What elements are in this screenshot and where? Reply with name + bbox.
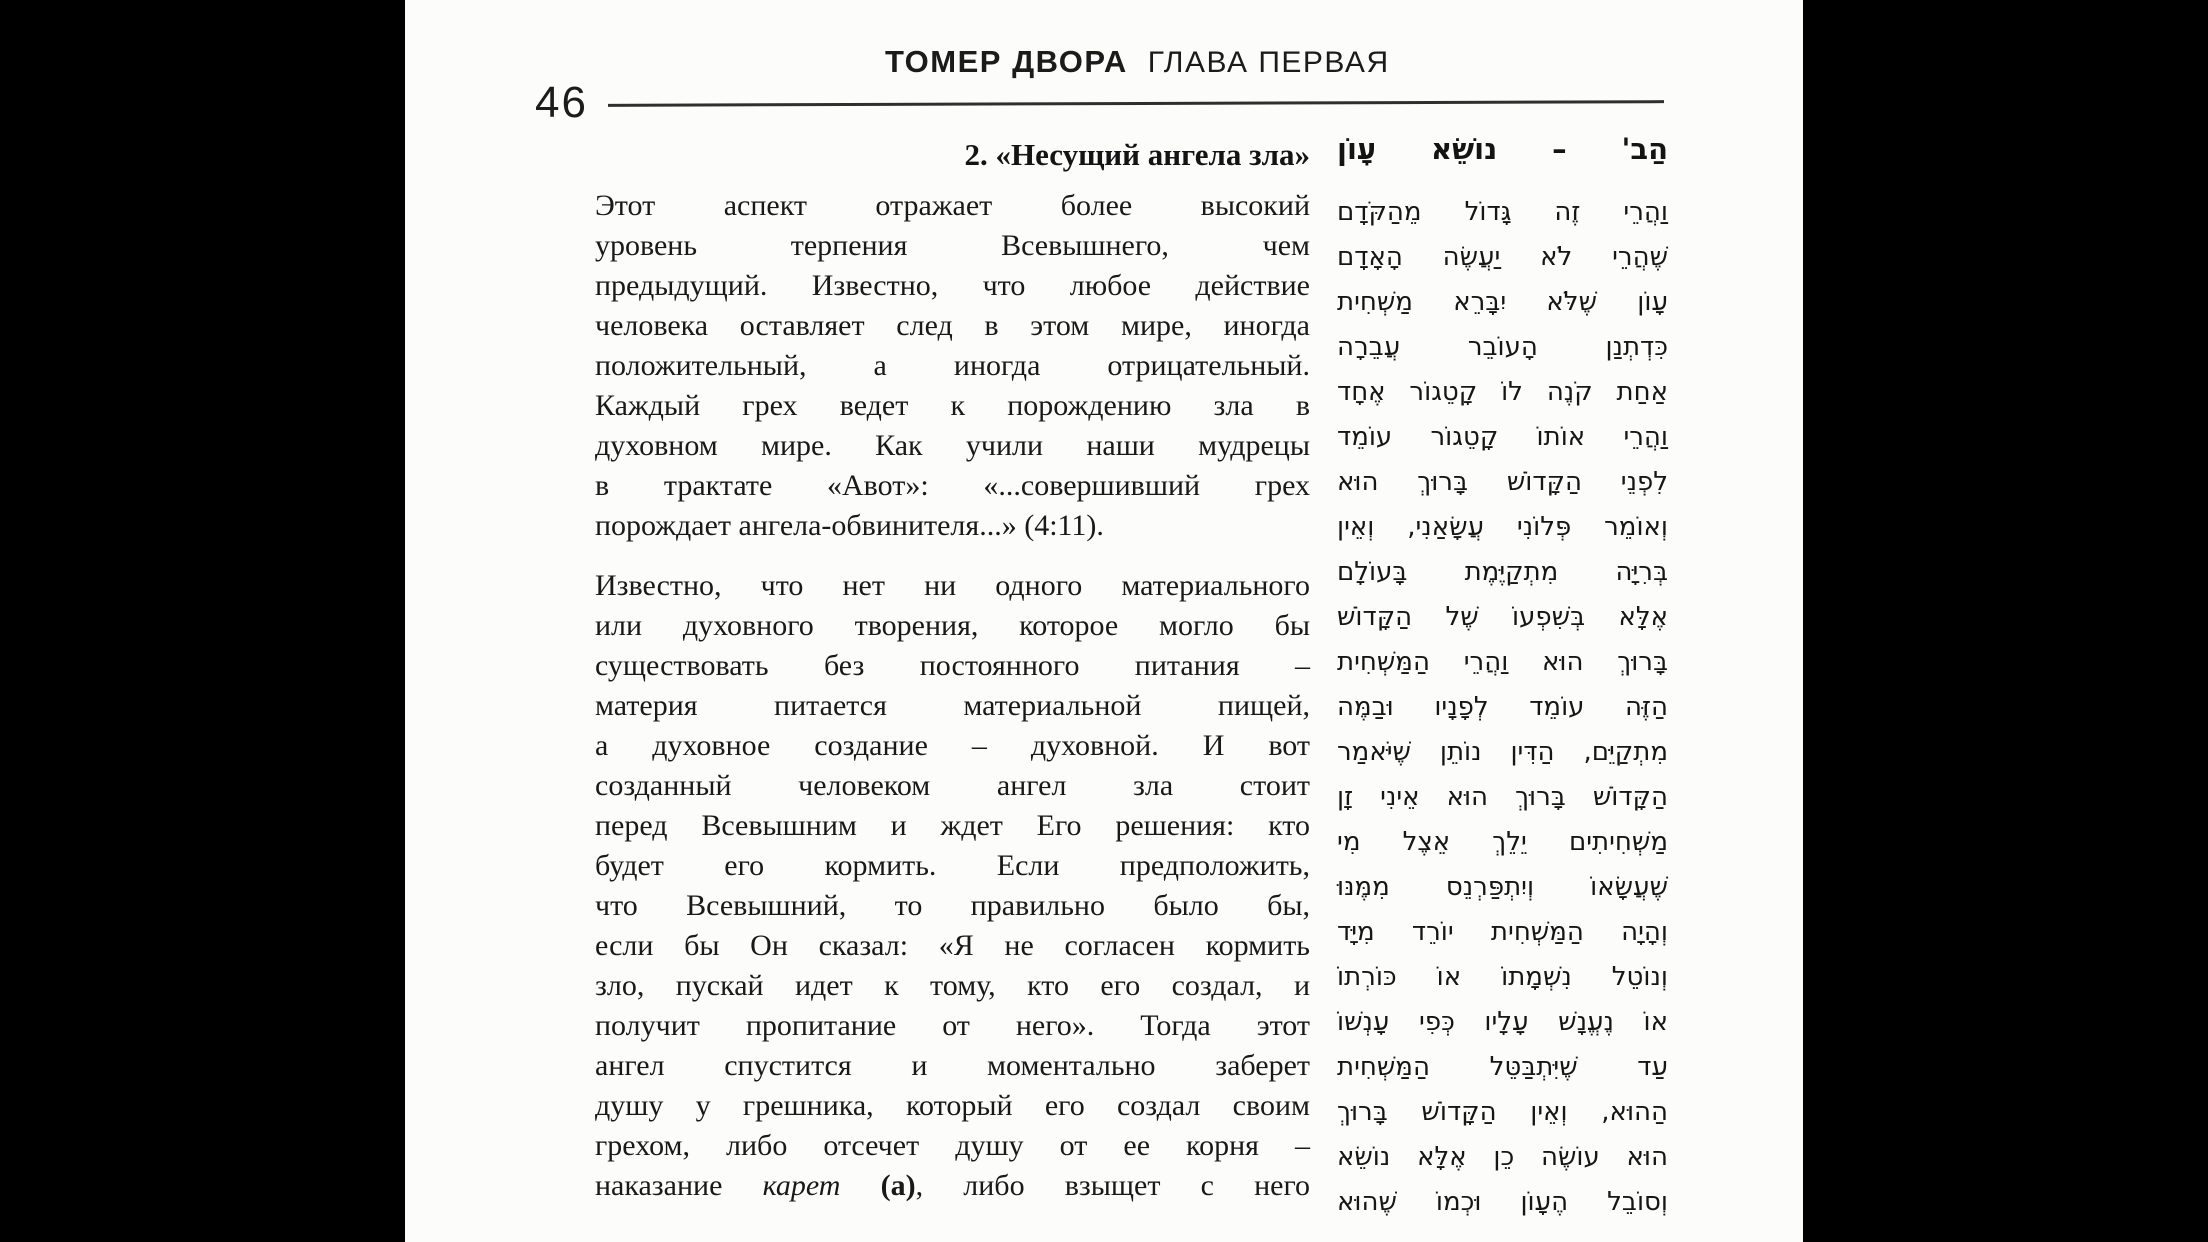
text-line: וְנוֹטֵל נִשְׁמָתוֹ אוֹ כּוֹרְתוֹ: [1337, 962, 1668, 992]
text-line: Известно, что нет ни одного материального: [595, 569, 1310, 602]
text-line: существовать без постоянного питания –: [595, 649, 1310, 682]
text-line: духовном мире. Как учили наши мудрецы: [595, 429, 1310, 462]
page-number: 46: [535, 78, 588, 127]
text-line: грехом, либо отсечет душу от ее корня –: [595, 1129, 1310, 1162]
text-line: а духовное создание – духовной. И вот: [595, 729, 1310, 762]
text-segment: , либо взыщет с него: [915, 1169, 1311, 1202]
text-line: וְאוֹמֵר פְּלוֹנִי עֲשָׂאַנִי, וְאֵין: [1337, 512, 1668, 542]
text-line: וְהָיָה הַמַּשְׁחִית יוֹרֵד מִיָּד: [1337, 917, 1668, 947]
text-segment-bold: (а): [840, 1169, 916, 1202]
text-line: הוּא עוֹשֶׂה כֵן אֶלָּא נוֹשֵׂא: [1337, 1142, 1668, 1172]
text-line: перед Всевышним и ждет Его решения: кто: [595, 809, 1310, 842]
text-line: שֶׁעֲשָׂאוֹ וְיִתְפַּרְנֵס מִמֶּנּוּ: [1337, 872, 1668, 902]
text-line: что Всевышний, то правильно было бы,: [595, 889, 1310, 922]
text-line: וַהֲרֵי זֶה גָּדוֹל מֵהַקֹּדָם: [1337, 197, 1668, 227]
text-line: человека оставляет след в этом мире, иногда: [595, 309, 1310, 342]
text-line: получит пропитание от него». Тогда этот: [595, 1009, 1310, 1042]
text-line: עַד שֶׁיִּתְבַּטֵּל הַמַּשְׁחִית: [1337, 1052, 1668, 1082]
text-segment-italic: карет: [762, 1169, 841, 1202]
header-rule: [608, 100, 1664, 107]
text-line: в трактате «Авот»: «...совершивший грех: [595, 469, 1310, 502]
hebrew-text-column: [1337, 190, 1668, 1225]
running-header: [885, 44, 1390, 80]
text-line: будет его кормить. Если предположить,: [595, 849, 1310, 882]
text-line: וַהֲרֵי אוֹתוֹ קָטֵגוֹר עוֹמֵד: [1337, 422, 1668, 452]
text-line: אֶלָּא בְּשִׁפְעוֹ שֶׁל הַקָּדוֹשׁ: [1337, 602, 1668, 632]
paragraph-gap: [595, 546, 1310, 566]
text-line: уровень терпения Всевышнего, чем: [595, 229, 1310, 262]
text-line: בְּרִיָּה מִתְקַיֶּמֶת בָּעוֹלָם: [1337, 557, 1668, 587]
text-line: מַשְׁחִיתִים יֵלֵךְ אֵצֶל מִי: [1337, 827, 1668, 857]
text-line: созданный человеком ангел зла стоит: [595, 769, 1310, 802]
text-line: אַחַת קֹנֶה לוֹ קָטֵגוֹר אֶחָד: [1337, 377, 1668, 407]
text-line: עָוֹן שֶׁלֹּא יִבָּרֵא מַשְׁחִית: [1337, 287, 1668, 317]
text-line: הַקָּדוֹשׁ בָּרוּךְ הוּא אֵינִי זָן: [1337, 782, 1668, 812]
text-line: מִתְקַיֵּם, הַדִּין נוֹתֵן שֶׁיֹּאמַר: [1337, 737, 1668, 767]
text-line: или духовного творения, которое могло бы: [595, 609, 1310, 642]
book-title: ТОМЕР ДВОРА: [885, 44, 1128, 79]
text-line: אוֹ נֶעֱנָשׁ עָלָיו כְּפִי עָנְשׁוֹ: [1337, 1007, 1668, 1037]
text-line: материя питается материальной пищей,: [595, 689, 1310, 722]
text-line: душу у грешника, который его создал своим: [595, 1089, 1310, 1122]
text-line: Каждый грех ведет к порождению зла в: [595, 389, 1310, 422]
text-line: לִפְנֵי הַקָּדוֹשׁ בָּרוּךְ הוּא: [1337, 467, 1668, 497]
text-line: כִּדְתְנַן הָעוֹבֵר עֲבֵרָה: [1337, 332, 1668, 362]
text-line: если бы Он сказал: «Я не согласен кормить: [595, 929, 1310, 962]
text-line: הַזֶּה עוֹמֵד לְפָנָיו וּבַמֶּה: [1337, 692, 1668, 722]
book-page: [405, 0, 1803, 1242]
text-line: [595, 1166, 1310, 1206]
russian-paragraph-2: [595, 566, 1310, 1206]
text-segment: наказание: [595, 1169, 763, 1202]
text-line: הַהוּא, וְאֵין הַקָּדוֹשׁ בָּרוּךְ: [1337, 1097, 1668, 1127]
russian-section-heading: 2. «Несущий ангела зла»: [964, 137, 1310, 172]
text-line: положительный, а иногда отрицательный.: [595, 349, 1310, 382]
hebrew-section-heading: הַב' – נוֹשֵׂא עָוֹן: [1337, 132, 1668, 166]
text-line: וְסוֹבֵל הֶעָוֹן וּכְמוֹ שֶׁהוּא: [1337, 1187, 1668, 1217]
chapter-title: ГЛАВА ПЕРВАЯ: [1147, 46, 1390, 79]
text-line: בָּרוּךְ הוּא וַהֲרֵי הַמַּשְׁחִית: [1337, 647, 1668, 677]
text-line: ангел спустится и моментально заберет: [595, 1049, 1310, 1082]
text-line: зло, пускай идет к тому, кто его создал, и: [595, 969, 1310, 1002]
russian-text-column: [595, 186, 1310, 1206]
text-line: порождает ангела-обвинителя...» (4:11).: [595, 509, 1104, 542]
russian-paragraph-2-lines: [595, 566, 1310, 1166]
text-line: שֶׁהֲרֵי לֹא יַעֲשֶׂה הָאָדָם: [1337, 242, 1668, 272]
text-line: Этот аспект отражает более высокий: [595, 189, 1310, 222]
text-line: предыдущий. Известно, что любое действие: [595, 269, 1310, 302]
russian-paragraph-1: [595, 186, 1310, 546]
hebrew-lines: [1337, 190, 1668, 1225]
russian-paragraph-1-lines: [595, 186, 1310, 506]
